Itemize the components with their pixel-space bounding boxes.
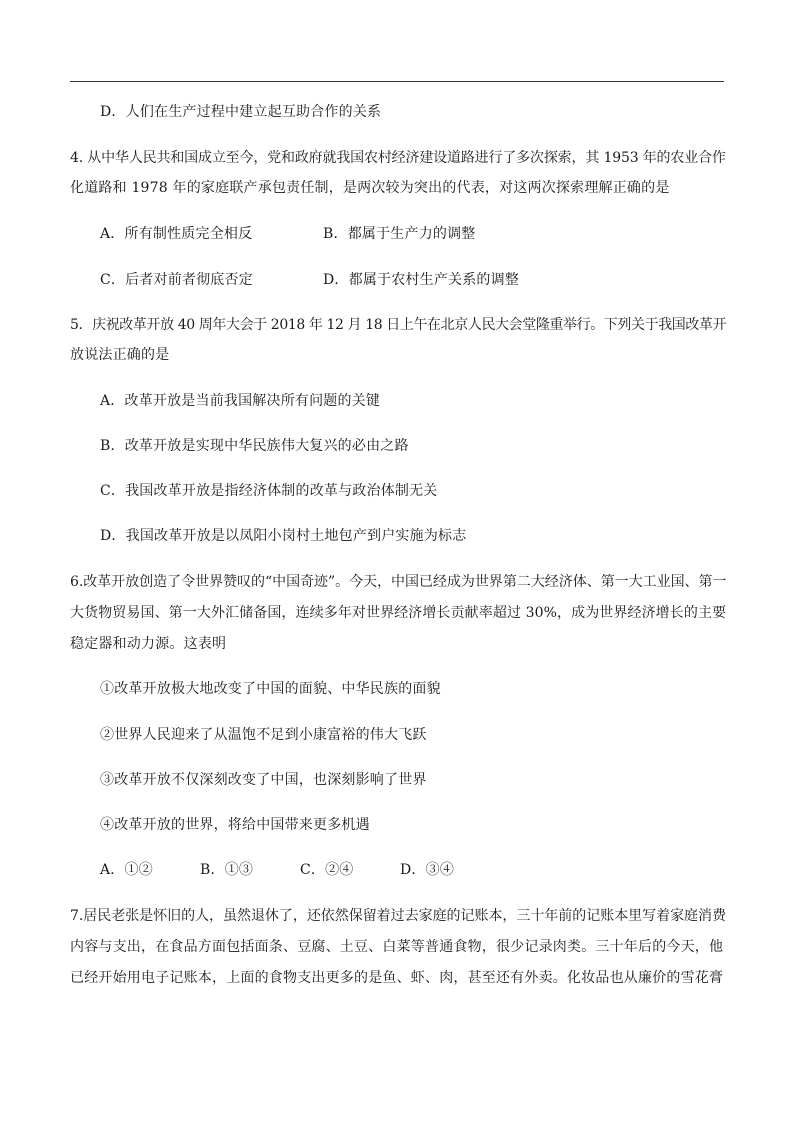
q6-stem-line-1: 6.改革开放创造了令世界赞叹的“中国奇迹”。今天，中国已经成为世界第二大经济体、第一大工业国、第一 bbox=[70, 574, 727, 590]
q4-option-a: A．所有制性质完全相反 bbox=[100, 226, 253, 242]
q6-stem-line-2: 大货物贸易国、第一大外汇储备国，连续多年对世界经济增长贡献率超过 30%，成为世界经济增长的主要 bbox=[70, 605, 727, 621]
q6-item-1: ①改革开放极大地改变了中国的面貌、中华民族的面貌 bbox=[100, 681, 441, 697]
q6-option-c: C．②④ bbox=[300, 862, 354, 878]
q4-option-b: B．都属于生产力的调整 bbox=[323, 226, 476, 242]
q4-option-c: C．后者对前者彻底否定 bbox=[100, 272, 253, 288]
q6-item-4: ④改革开放的世界，将给中国带来更多机遇 bbox=[100, 817, 370, 833]
q4-option-d: D．都属于农村生产关系的调整 bbox=[323, 272, 520, 288]
q6-stem-line-3: 稳定器和动力源。这表明 bbox=[70, 636, 227, 652]
q6-option-b: B．①③ bbox=[200, 862, 254, 878]
q6-item-2: ②世界人民迎来了从温饱不足到小康富裕的伟大飞跃 bbox=[100, 727, 427, 743]
q6-option-d: D．③④ bbox=[400, 862, 455, 878]
q5-stem-line-2: 放说法正确的是 bbox=[70, 347, 170, 363]
header-rule bbox=[70, 81, 724, 82]
q5-option-d: D．我国改革开放是以凤阳小岗村土地包产到户实施为标志 bbox=[100, 528, 467, 544]
q3-option-d: D．人们在生产过程中建立起互助合作的关系 bbox=[100, 104, 382, 120]
q5-stem-line-1: 5．庆祝改革开放 40 周年大会于 2018 年 12 月 18 日上午在北京人民大会堂隆重举行。下列关于我国改革开 bbox=[70, 317, 727, 333]
q7-stem-line-1: 7.居民老张是怀旧的人，虽然退休了，还依然保留着过去家庭的记账本，三十年前的记账本里写着家庭消费 bbox=[70, 908, 726, 924]
q5-option-c: C．我国改革开放是指经济体制的改革与政治体制无关 bbox=[100, 483, 438, 499]
q7-stem-line-3: 已经开始用电子记账本，上面的食物支出更多的是鱼、虾、肉，甚至还有外卖。化妆品也从廉价的雪花膏 bbox=[70, 970, 724, 986]
q4-stem-line-1: 4. 从中华人民共和国成立至今，党和政府就我国农村经济建设道路进行了多次探索，其 1953 年的农业合作 bbox=[70, 150, 726, 166]
q6-item-3: ③改革开放不仅深刻改变了中国，也深刻影响了世界 bbox=[100, 772, 427, 788]
q5-option-a: A．改革开放是当前我国解决所有问题的关键 bbox=[100, 393, 381, 409]
q7-stem-line-2: 内容与支出，在食品方面包括面条、豆腐、土豆、白菜等普通食物，很少记录肉类。三十年后的今天，他 bbox=[70, 939, 724, 955]
q6-option-a: A．①② bbox=[100, 862, 153, 878]
q5-option-b: B．改革开放是实现中华民族伟大复兴的必由之路 bbox=[100, 438, 409, 454]
q4-stem-line-2: 化道路和 1978 年的家庭联产承包责任制，是两次较为突出的代表，对这两次探索理解正确的是 bbox=[70, 180, 670, 196]
